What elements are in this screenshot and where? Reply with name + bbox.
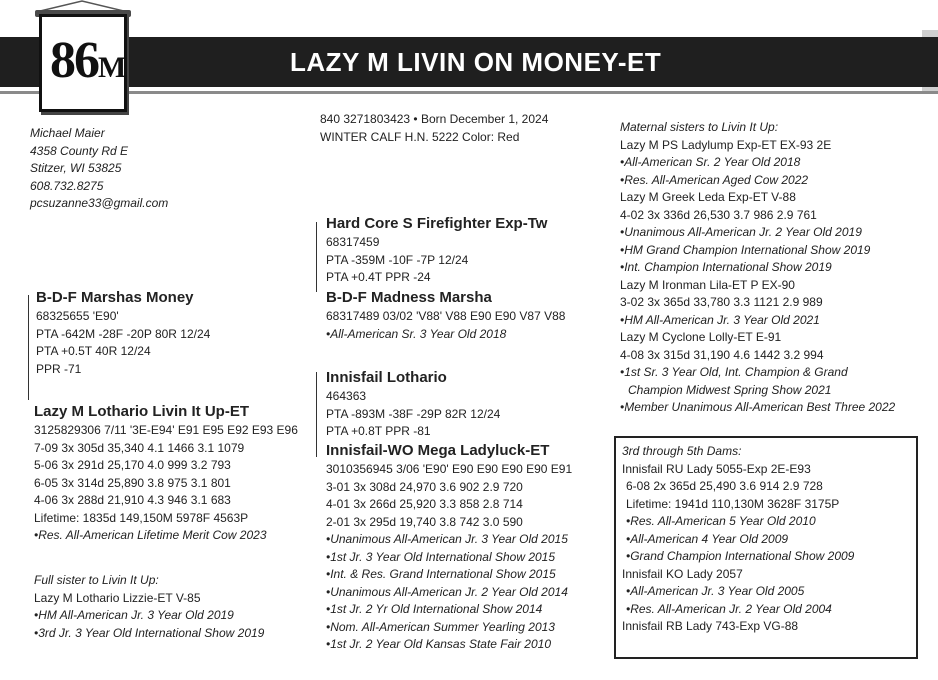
dams-box-line: •Res. All-American 5 Year Old 2010 — [626, 514, 816, 528]
lot-number-suffix: M — [98, 51, 127, 84]
pedigree-line-sire-left — [28, 295, 29, 400]
consignor-city: Stitzer, WI 53825 — [30, 161, 122, 175]
mgs-line: PTA -893M -38F -29P 82R 12/24 — [326, 406, 501, 421]
maternal-sister-line: Lazy M Greek Leda Exp-ET V-88 — [620, 190, 796, 204]
dam-line: 7-09 3x 305d 35,340 4.1 1466 3.1 1079 — [34, 440, 245, 455]
dam-line: 3125829306 7/11 '3E-E94' E91 E95 E92 E93 E96 — [34, 423, 298, 437]
mgs-line: 464363 — [326, 389, 367, 403]
maternal-sister-line: Champion Midwest Spring Show 2021 — [628, 382, 832, 397]
lot-tag — [39, 14, 127, 112]
mgd-block — [326, 441, 572, 654]
dams-box-line: Innisfail RU Lady 5055-Exp 2E-E93 — [622, 461, 811, 476]
dams-box-line: Innisfail RB Lady 743-Exp VG-88 — [622, 619, 799, 633]
dams-box-heading: 3rd through 5th Dams: — [622, 444, 742, 458]
pedigree-line-mgs — [316, 372, 317, 457]
sire-line: 68317459 — [326, 235, 380, 249]
sire-left-block — [36, 288, 210, 378]
maternal-sisters-block — [620, 119, 895, 417]
sire-dam-line: 68317489 03/02 'V88' V88 E90 E90 V87 V88 — [326, 309, 566, 323]
sire-line: PTA +0.4T PPR -24 — [326, 270, 431, 284]
full-sister-honor: •HM All-American Jr. 3 Year Old 2019 — [34, 608, 234, 622]
mgd-honor: •Unanimous All-American Jr. 3 Year Old 2015 — [326, 532, 568, 546]
dam-name: Lazy M Lothario Livin It Up-ET — [34, 403, 249, 420]
maternal-sister-line: •1st Sr. 3 Year Old, Int. Champion & Grand — [620, 365, 848, 379]
maternal-sister-line: Lazy M PS Ladylump Exp-ET EX-93 2E — [620, 137, 832, 152]
sire-dam-name: B-D-F Madness Marsha — [326, 289, 492, 306]
consignor-address: 4358 County Rd E — [30, 143, 129, 158]
sire-left-line: PTA +0.5T 40R 12/24 — [36, 344, 151, 358]
dams-box-line: Innisfail KO Lady 2057 — [622, 566, 743, 581]
maternal-sister-line: Lazy M Ironman Lila-ET P EX-90 — [620, 277, 795, 292]
dam-line: Lifetime: 1835d 149,150M 5978F 4563P — [34, 510, 249, 525]
consignor-email: pcsuzanne33@gmail.com — [30, 196, 169, 210]
mgd-honor: •1st Jr. 2 Yr Old International Show 2014 — [326, 602, 543, 616]
mgd-honor: •1st Jr. 2 Year Old Kansas State Fair 2010 — [326, 637, 551, 651]
lot-number-digits: 86 — [50, 32, 98, 89]
dams-box-line: •All-American Jr. 3 Year Old 2005 — [626, 584, 805, 598]
dams-box-line: Lifetime: 1941d 110,130M 3628F 3175P — [626, 496, 840, 511]
dams-box-line: 6-08 2x 365d 25,490 3.6 914 2.9 728 — [626, 479, 823, 493]
animal-info — [320, 111, 548, 146]
sire-left-line: PPR -71 — [36, 361, 82, 376]
consignor-block — [30, 125, 168, 213]
full-sister-honor: •3rd Jr. 3 Year Old International Show 2019 — [34, 625, 265, 640]
sire-line: PTA -359M -10F -7P 12/24 — [326, 252, 469, 267]
mgd-honor: •Unanimous All-American Jr. 2 Year Old 2014 — [326, 584, 568, 599]
full-sister-block — [34, 572, 264, 642]
maternal-sister-line: •Res. All-American Aged Cow 2022 — [620, 172, 809, 187]
sire-left-line: 68325655 'E90' — [36, 309, 119, 323]
maternal-sister-line: 4-08 3x 315d 31,190 4.6 1442 3.2 994 — [620, 347, 824, 362]
maternal-sister-line: 4-02 3x 336d 26,530 3.7 986 2.9 761 — [620, 207, 817, 222]
lot-number — [50, 33, 126, 96]
sire-left-name: B-D-F Marshas Money — [36, 289, 194, 306]
dams-box-line: •Grand Champion International Show 2009 — [626, 549, 855, 563]
maternal-sister-line: •Member Unanimous All-American Best Three 2022 — [620, 400, 896, 414]
class-line: WINTER CALF H.N. 5222 Color: Red — [320, 129, 520, 144]
dams-box-line: •Res. All-American Jr. 2 Year Old 2004 — [626, 601, 832, 616]
sire-block — [326, 214, 547, 287]
header-underline — [0, 91, 938, 94]
dam-line: 6-05 3x 314d 25,890 3.8 975 3.1 801 — [34, 475, 231, 490]
maternal-sister-line: •HM Grand Champion International Show 2019 — [620, 242, 871, 257]
consignor-phone: 608.732.8275 — [30, 178, 104, 193]
sire-dam-honor: •All-American Sr. 3 Year Old 2018 — [326, 326, 507, 341]
dams-box-line: •All-American 4 Year Old 2009 — [626, 531, 789, 546]
registration-line: 840 3271803423 • Born December 1, 2024 — [320, 112, 549, 126]
dam-honor: •Res. All-American Lifetime Merit Cow 2023 — [34, 528, 267, 542]
maternal-sister-line: •Unanimous All-American Jr. 2 Year Old 2019 — [620, 225, 862, 239]
maternal-sister-line: •All-American Sr. 2 Year Old 2018 — [620, 155, 801, 169]
pedigree-line-sire — [316, 222, 317, 292]
dams-box-content — [622, 443, 854, 636]
full-sister-name: Lazy M Lothario Lizzie-ET V-85 — [34, 590, 201, 605]
consignor-name: Michael Maier — [30, 126, 105, 140]
mgd-line: 3-01 3x 308d 24,970 3.6 902 2.9 720 — [326, 479, 523, 494]
full-sister-heading: Full sister to Livin It Up: — [34, 573, 159, 587]
dam-block — [34, 402, 298, 545]
mgs-line: PTA +0.8T PPR -81 — [326, 424, 431, 438]
maternal-sisters-heading: Maternal sisters to Livin It Up: — [620, 120, 779, 134]
sire-name: Hard Core S Firefighter Exp-Tw — [326, 215, 548, 232]
mgd-line: 3010356945 3/06 'E90' E90 E90 E90 E90 E91 — [326, 462, 573, 476]
mgs-block — [326, 368, 500, 441]
sire-dam-block — [326, 288, 565, 343]
sire-left-line: PTA -642M -28F -20P 80R 12/24 — [36, 326, 211, 341]
mgd-honor: •1st Jr. 3 Year Old International Show 2015 — [326, 549, 556, 564]
mgd-line: 4-01 3x 266d 25,920 3.3 858 2.8 714 — [326, 497, 523, 511]
page-title: LAZY M LIVIN ON MONEY-ET — [290, 47, 662, 77]
mgs-name: Innisfail Lothario — [326, 369, 447, 386]
mgd-line: 2-01 3x 295d 19,740 3.8 742 3.0 590 — [326, 514, 523, 529]
dam-line: 4-06 3x 288d 21,910 4.3 946 3.1 683 — [34, 493, 231, 507]
maternal-sister-line: 3-02 3x 365d 33,780 3.3 1121 2.9 989 — [620, 295, 823, 309]
mgd-honor: •Nom. All-American Summer Yearling 2013 — [326, 619, 555, 634]
dam-line: 5-06 3x 291d 25,170 4.0 999 3.2 793 — [34, 458, 231, 472]
maternal-sister-line: •Int. Champion International Show 2019 — [620, 260, 832, 274]
mgd-name: Innisfail-WO Mega Ladyluck-ET — [326, 442, 550, 459]
mgd-honor: •Int. & Res. Grand International Show 2015 — [326, 567, 556, 581]
maternal-sister-line: Lazy M Cyclone Lolly-ET E-91 — [620, 330, 782, 344]
maternal-sister-line: •HM All-American Jr. 3 Year Old 2021 — [620, 312, 820, 327]
